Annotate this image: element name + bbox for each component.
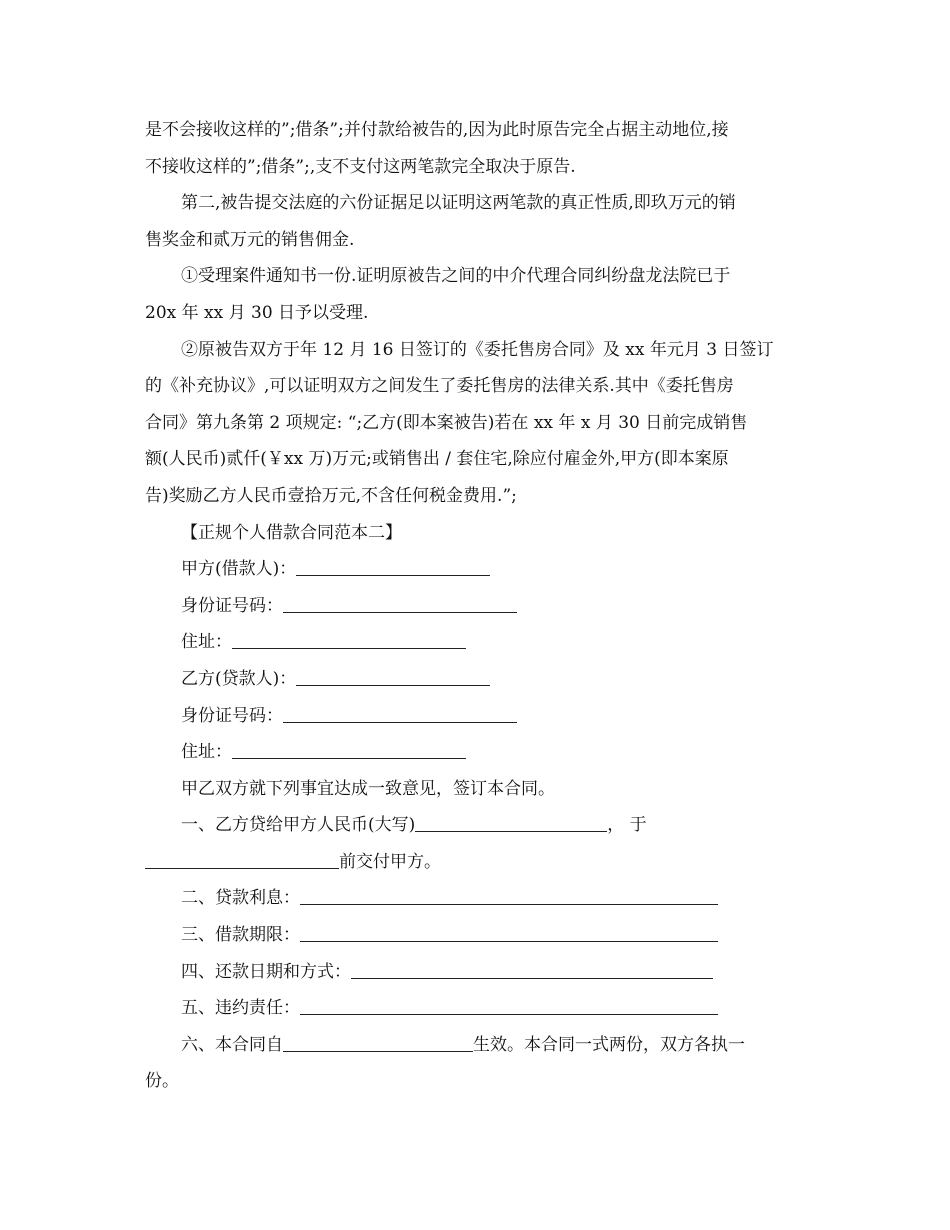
clause-3-label: 三、借款期限： — [181, 925, 300, 946]
clause-1-mid: ， 于 — [607, 815, 647, 836]
party-a-name-row — [145, 551, 805, 588]
party-b-name-label: 乙方(贷款人)： — [181, 668, 297, 689]
clause-4-label: 四、还款日期和方式： — [181, 961, 351, 982]
clause-5-label: 五、违约责任： — [181, 998, 300, 1019]
party-b-id-row — [145, 698, 805, 735]
paragraph-4-line-2: 的《补充协议》,可以证明双方之间发生了委托售房的法律关系.其中《委托售房 — [145, 376, 734, 397]
party-a-id-label: 身份证号码： — [181, 595, 283, 616]
party-b-address-row — [145, 734, 805, 771]
paragraph-3-line-2: 20x 年 xx 月 30 日予以受理. — [145, 302, 369, 323]
clause-1-row — [145, 807, 805, 844]
clause-6-row — [145, 1027, 805, 1064]
party-a-id-row — [145, 588, 805, 625]
loan-term-field[interactable] — [300, 919, 718, 942]
paragraph-2-line-1: 第二,被告提交法庭的六份证据足以证明这两笔款的真正性质,即玖万元的销 — [181, 193, 736, 214]
clause-1-prefix: 一、乙方贷给甲方人民币(大写) — [181, 815, 416, 836]
section-title: 【正规个人借款合同范本二】 — [181, 522, 402, 543]
party-a-address-label: 住址： — [181, 632, 232, 653]
party-b-address-field[interactable] — [232, 736, 466, 759]
paragraph-4-line-5: 告)奖励乙方人民币壹拾万元,不含任何税金费用.”; — [145, 485, 517, 506]
clause-6-suffix: 生效。本合同一式两份，双方各执一 — [473, 1034, 745, 1055]
breach-liability-field[interactable] — [300, 992, 718, 1015]
paragraph-1-line-2: 不接收这样的”;借条”;,支不支付这两笔款完全取决于原告. — [145, 156, 576, 177]
clause-6-cont: 份。 — [145, 1071, 179, 1092]
paragraph-4-line-1: ②原被告双方于年 12 月 16 日签订的《委托售房合同》及 xx 年元月 3 日签订 — [181, 339, 774, 360]
repayment-field[interactable] — [351, 956, 713, 979]
paragraph-4-line-4: 额(人民币)贰仟(￥xx 万)万元;或销售出 / 套住宅,除应付雇金外,甲方(即本案原 — [145, 449, 729, 470]
clause-4-row — [145, 954, 805, 991]
loan-amount-field[interactable] — [415, 809, 607, 832]
party-b-address-label: 住址： — [181, 742, 232, 763]
party-b-name-row — [145, 661, 805, 698]
clause-5-row — [145, 990, 805, 1027]
party-b-name-field[interactable] — [296, 663, 490, 686]
clause-2-label: 二、贷款利息： — [181, 888, 300, 909]
clause-1-suffix: 前交付甲方。 — [339, 851, 441, 872]
paragraph-3-line-1: ①受理案件通知书一份.证明原被告之间的中介代理合同纠纷盘龙法院已于 — [181, 266, 731, 287]
clause-2-row — [145, 880, 805, 917]
party-a-name-field[interactable] — [296, 553, 490, 576]
delivery-date-field[interactable] — [145, 846, 339, 869]
party-b-id-field[interactable] — [283, 700, 517, 723]
party-b-id-label: 身份证号码： — [181, 705, 283, 726]
interest-field[interactable] — [300, 882, 718, 905]
party-a-address-field[interactable] — [232, 626, 466, 649]
clause-1-cont-row — [145, 844, 805, 881]
party-a-id-field[interactable] — [283, 590, 517, 613]
effective-date-field[interactable] — [283, 1029, 473, 1052]
clause-6-prefix: 六、本合同自 — [181, 1034, 283, 1055]
party-a-name-label: 甲方(借款人)： — [181, 559, 297, 580]
agreement-intro: 甲乙双方就下列事宜达成一致意见，签订本合同。 — [181, 778, 555, 799]
paragraph-1-line-1: 是不会接收这样的”;借条”;并付款给被告的,因为此时原告完全占据主动地位,接 — [145, 120, 729, 140]
clause-3-row — [145, 917, 805, 954]
paragraph-2-line-2: 售奖金和贰万元的销售佣金. — [145, 229, 355, 250]
party-a-address-row — [145, 624, 805, 661]
document-page — [145, 112, 805, 1100]
paragraph-4-line-3: 合同》第九条第 2 项规定: “;乙方(即本案被告)若在 xx 年 x 月 30 日前完成销售 — [145, 412, 748, 433]
